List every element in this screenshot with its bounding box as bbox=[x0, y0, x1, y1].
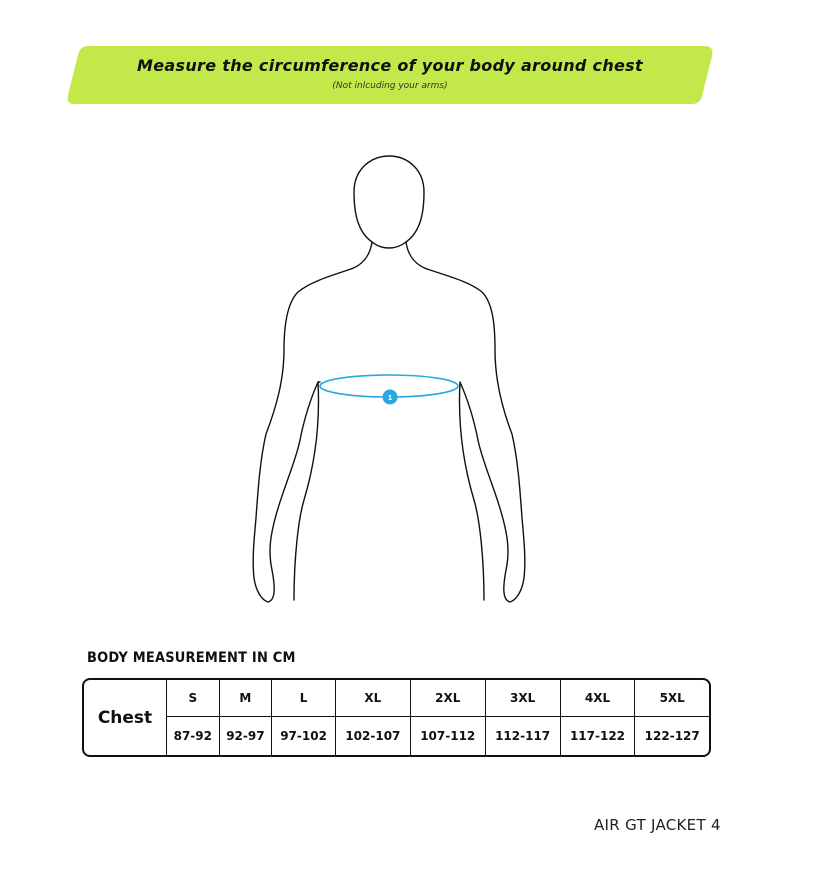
measurement-marker-label: 1 bbox=[387, 394, 393, 402]
value-cell: 92-97 bbox=[220, 717, 273, 755]
banner-subtitle: (Not inlcuding your arms) bbox=[332, 81, 448, 91]
body-figure bbox=[0, 140, 815, 610]
value-cell: 102-107 bbox=[336, 717, 411, 755]
row-label-chest: Chest bbox=[84, 680, 167, 755]
chest-value-row bbox=[84, 717, 709, 755]
banner-title: Measure the circumference of your body around chest bbox=[137, 56, 643, 75]
size-cell: M bbox=[220, 680, 273, 717]
right-body-outline bbox=[406, 242, 525, 602]
value-cell: 107-112 bbox=[411, 717, 486, 755]
head-outline bbox=[354, 156, 424, 248]
size-cell: 2XL bbox=[411, 680, 486, 717]
instruction-banner bbox=[0, 0, 815, 120]
size-cell: XL bbox=[336, 680, 411, 717]
size-cell: L bbox=[272, 680, 336, 717]
value-cell: 122-127 bbox=[644, 729, 700, 743]
size-cell: 3XL bbox=[486, 680, 561, 717]
value-cell: 117-122 bbox=[561, 717, 636, 755]
product-name: AIR GT JACKET 4 bbox=[594, 816, 721, 834]
chest-measurement-ring bbox=[320, 375, 458, 405]
value-cell: 97-102 bbox=[272, 717, 336, 755]
size-cell: 4XL bbox=[561, 680, 636, 717]
size-cell: S bbox=[167, 680, 220, 717]
size-cell: 5XL bbox=[635, 680, 709, 717]
value-cell: 112-117 bbox=[486, 717, 561, 755]
value-cell: 87-92 bbox=[167, 717, 220, 755]
measurement-heading: BODY MEASUREMENT IN CM bbox=[87, 650, 296, 667]
size-header-row bbox=[84, 680, 709, 717]
left-body-outline bbox=[253, 242, 372, 602]
body-outline-illustration bbox=[0, 140, 815, 610]
size-chart-table bbox=[82, 678, 711, 757]
